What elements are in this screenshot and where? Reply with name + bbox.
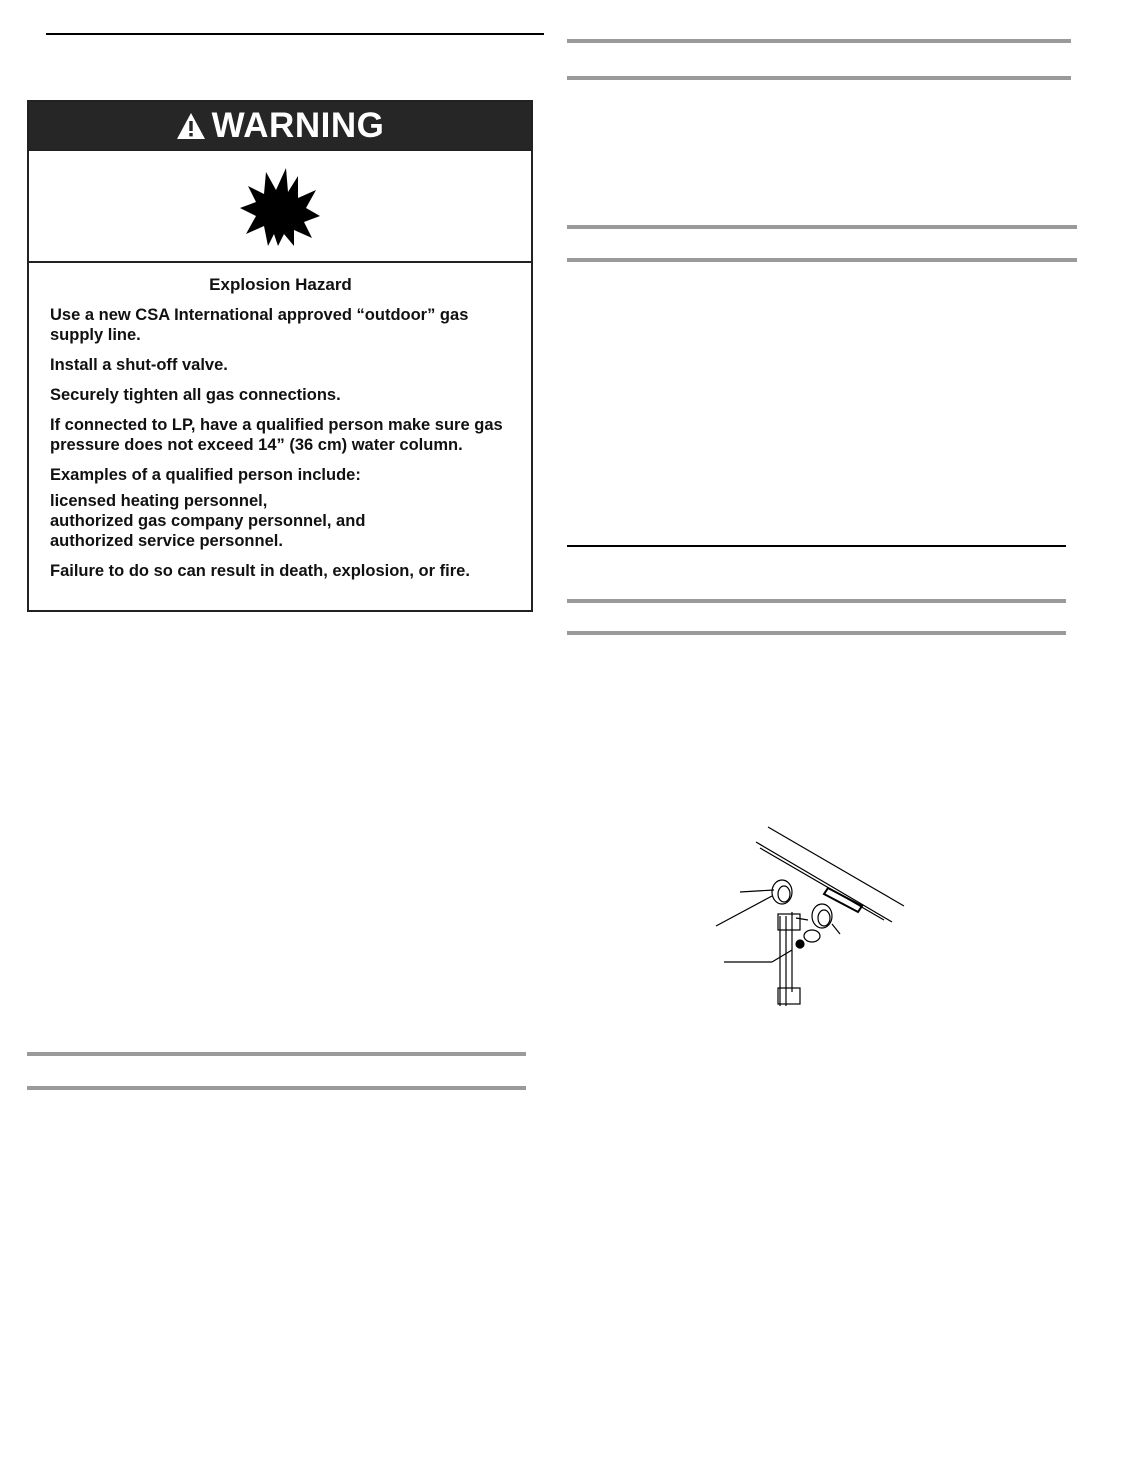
warning-line: Securely tighten all gas connections. [50, 386, 341, 404]
explosion-icon [238, 164, 322, 248]
warning-body [29, 263, 531, 581]
hazard-title: Explosion Hazard [209, 275, 352, 294]
section-rule [567, 599, 1066, 603]
warning-line: Failure to do so can result in death, explosion, or fire. [50, 562, 470, 580]
warning-triangle-icon [176, 112, 206, 140]
warning-header [29, 102, 531, 149]
section-rule [567, 39, 1071, 43]
section-rule [567, 225, 1077, 229]
section-rule [567, 258, 1077, 262]
section-rule [567, 631, 1066, 635]
valve-diagram [712, 822, 912, 1014]
warning-line: Install a shut-off valve. [50, 356, 228, 374]
warning-line: If connected to LP, have a qualified person make sure gas pressure does not exceed 14” (36 cm) water column. [50, 416, 503, 454]
hazard-symbol-area [29, 149, 531, 263]
section-rule [567, 545, 1066, 547]
warning-line: Examples of a qualified person include: [50, 466, 361, 484]
section-rule [27, 1052, 526, 1056]
warning-line: licensed heating personnel, [50, 492, 268, 510]
warning-line: Use a new CSA International approved “outdoor” gas supply line. [50, 306, 469, 344]
top-left-rule [46, 33, 544, 35]
warning-box [27, 100, 533, 612]
section-rule [27, 1086, 526, 1090]
warning-line: authorized service personnel. [50, 532, 283, 550]
section-rule [567, 76, 1071, 80]
warning-line: authorized gas company personnel, and [50, 512, 366, 530]
warning-title: WARNING [211, 105, 385, 145]
